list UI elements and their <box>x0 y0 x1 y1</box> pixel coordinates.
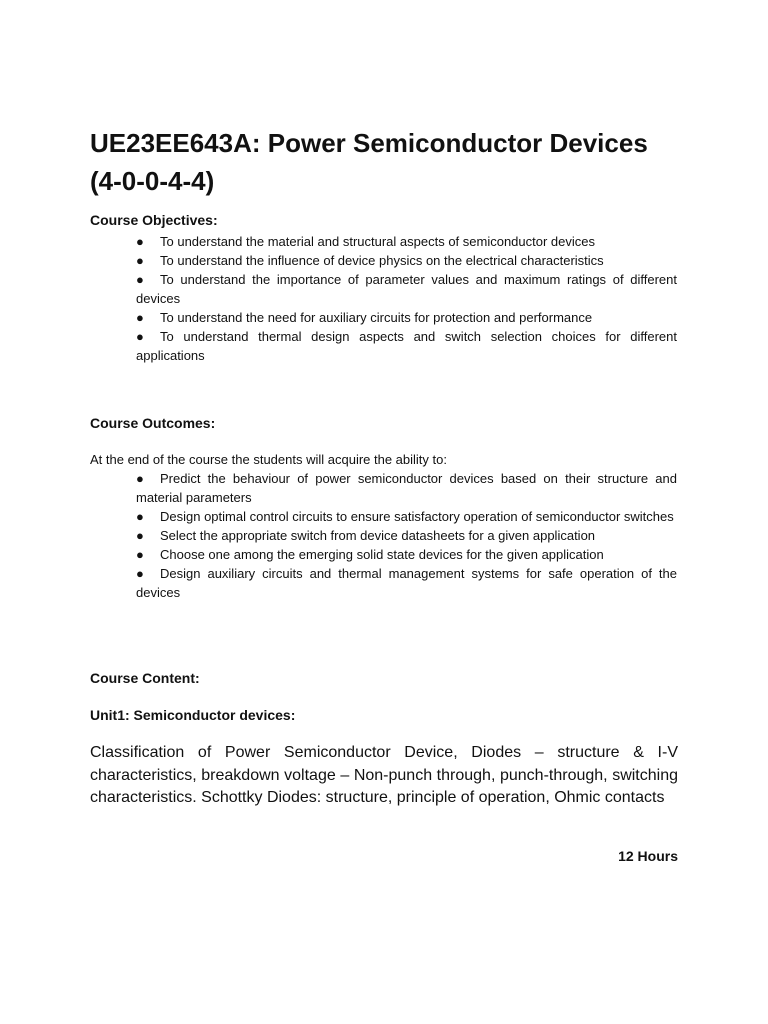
list-item-text: Design auxiliary circuits and thermal management systems for safe operation of the devices <box>136 566 677 600</box>
content-heading: Course Content: <box>90 670 200 686</box>
objectives-list <box>136 232 677 365</box>
list-item-text: To understand the importance of parameter values and maximum ratings of different devices <box>136 272 677 306</box>
bullet-icon: ● <box>136 272 144 287</box>
list-item <box>136 251 677 270</box>
unit1-body: Classification of Power Semiconductor Device, Diodes – structure & I-V characteristics, breakdown voltage – Non-punch through, punch-through, switching characteristics. Schottky Diodes: structure, principle of operation, Ohmic contacts <box>90 744 678 806</box>
outcomes-list <box>136 469 677 602</box>
list-item <box>136 327 677 365</box>
objectives-heading: Course Objectives: <box>90 212 218 228</box>
unit1-hours: 12 Hours <box>618 848 678 864</box>
bullet-icon: ● <box>136 509 144 524</box>
bullet-icon: ● <box>136 253 144 268</box>
bullet-icon: ● <box>136 528 144 543</box>
list-item-text: To understand the material and structural aspects of semiconductor devices <box>160 234 596 249</box>
bullet-icon: ● <box>136 547 144 562</box>
list-item <box>136 308 677 327</box>
list-item <box>136 564 677 602</box>
list-item <box>136 469 677 507</box>
bullet-icon: ● <box>136 471 144 486</box>
list-item-text: Choose one among the emerging solid state devices for the given application <box>160 547 604 562</box>
list-item <box>136 270 677 308</box>
unit1-heading: Unit1: Semiconductor devices: <box>90 707 296 723</box>
list-item <box>136 526 677 545</box>
bullet-icon: ● <box>136 310 144 325</box>
list-item-text: To understand the need for auxiliary circuits for protection and performance <box>160 310 593 325</box>
document-title: UE23EE643A: Power Semiconductor Devices (4-0-0-4-4) <box>90 128 648 196</box>
list-item <box>136 232 677 251</box>
bullet-icon: ● <box>136 566 144 581</box>
list-item-text: Predict the behaviour of power semiconductor devices based on their structure and material parameters <box>136 471 677 505</box>
list-item-text: Select the appropriate switch from device datasheets for a given application <box>160 528 596 543</box>
list-item-text: To understand thermal design aspects and switch selection choices for different applications <box>136 329 677 363</box>
bullet-icon: ● <box>136 234 144 249</box>
list-item <box>136 545 677 564</box>
outcomes-intro: At the end of the course the students will acquire the ability to: <box>90 452 447 467</box>
list-item <box>136 507 677 526</box>
outcomes-heading: Course Outcomes: <box>90 415 216 431</box>
list-item-text: Design optimal control circuits to ensure satisfactory operation of semiconductor switches <box>160 509 674 524</box>
bullet-icon: ● <box>136 329 144 344</box>
list-item-text: To understand the influence of device physics on the electrical characteristics <box>160 253 604 268</box>
